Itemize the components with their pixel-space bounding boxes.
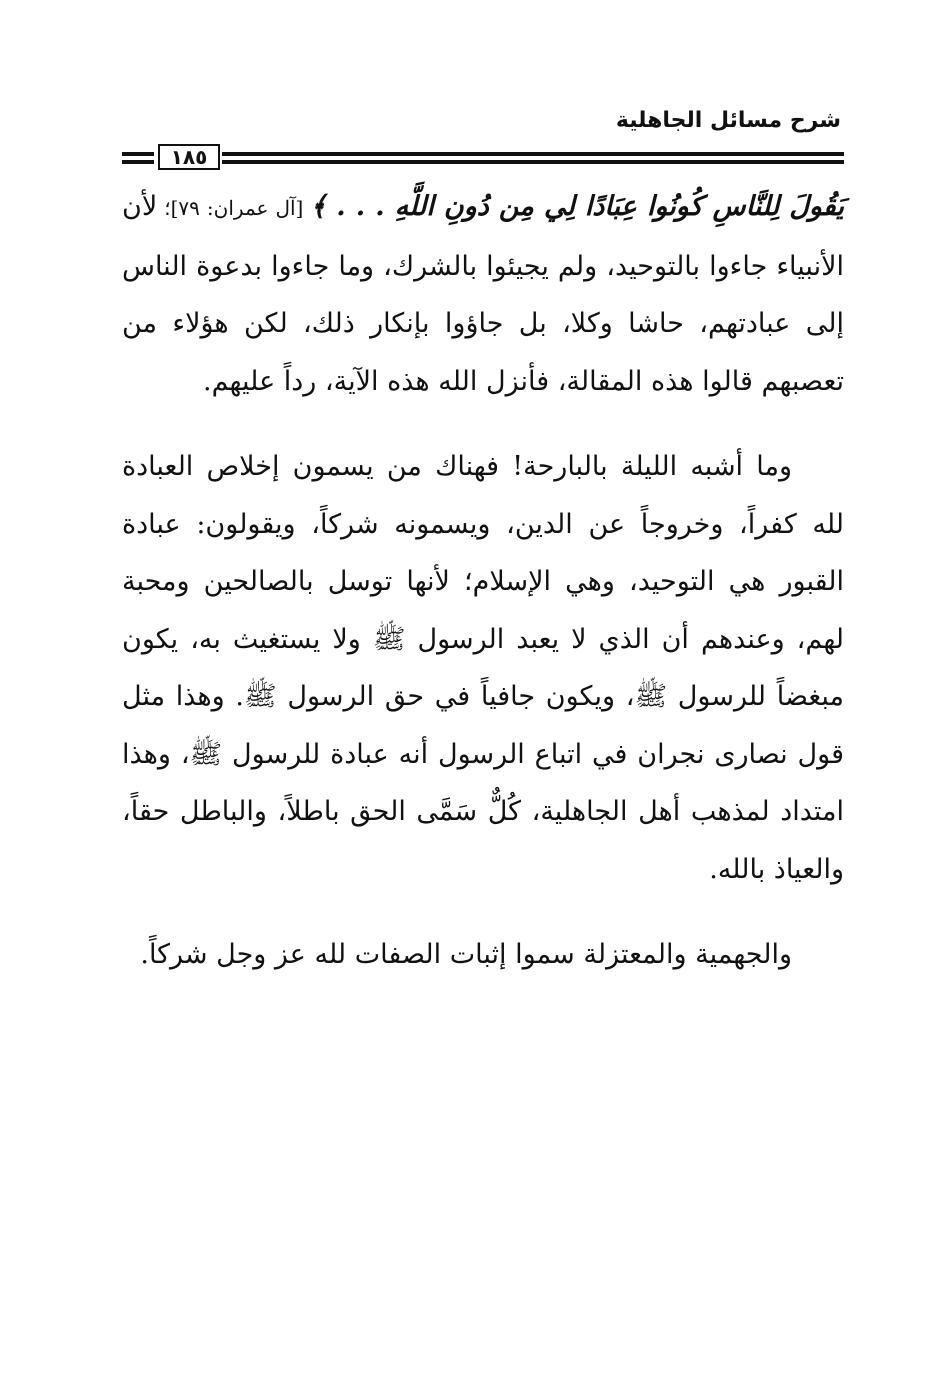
header-rule: [122, 144, 844, 174]
paragraph-text: والجهمية والمعتزلة سموا إثبات الصفات لله عز وجل شركاً.: [140, 939, 792, 970]
page-number: ١٨٥: [158, 144, 220, 170]
quran-verse: يَقُولَ لِلنَّاسِ كُونُوا عِبَادًا لِي مِن دُونِ اللَّهِ . . . ﴾: [310, 191, 844, 222]
body-text: [122, 178, 844, 984]
running-title: شرح مسائل الجاهلية: [615, 108, 841, 133]
double-rule-bottom: [222, 160, 844, 164]
double-rule-left-top: [122, 152, 154, 156]
paragraph-text: وما أشبه الليلة بالبارحة! فهناك من يسمون إخلاص العبادة لله كفراً، وخروجاً عن الدين، ويسمونه شركاً، ويقولون: عبادة القبور هي التوحيد، وهي الإسلام؛ لأنها توسل بالصالحين ومحبة لهم، وعندهم أن الذي لا يعبد الرسول ﷺ ولا يستغيث به، يكون مبغضاً للرسول ﷺ، ويكون جافياً في حق الرسول ﷺ. وهذا مثل قول نصارى نجران في اتباع الرسول أنه عبادة للرسول ﷺ، وهذا امتداد لمذهب أهل الجاهلية، كُلٌّ سَمَّى الحق باطلاً، والباطل حقاً، والعياذ بالله.: [122, 451, 844, 885]
paragraph-text: لأن الأنبياء جاءوا بالتوحيد، ولم يجيئوا بالشرك، وما جاءوا بدعوة الناس إلى عبادتهم، حاشا وكلا، بل جاؤوا بإنكار ذلك، لكن هؤلاء من تعصبهم قالوا هذه المقالة، فأنزل الله هذه الآية، رداً عليهم.: [122, 191, 844, 397]
double-rule-top: [222, 152, 844, 156]
double-rule-left-bottom: [122, 160, 154, 164]
verse-reference: [آل عمران: ٧٩]؛: [157, 196, 311, 220]
paragraph-2: [122, 438, 844, 898]
paragraph-1: [122, 178, 844, 410]
paragraph-3: [122, 926, 844, 984]
